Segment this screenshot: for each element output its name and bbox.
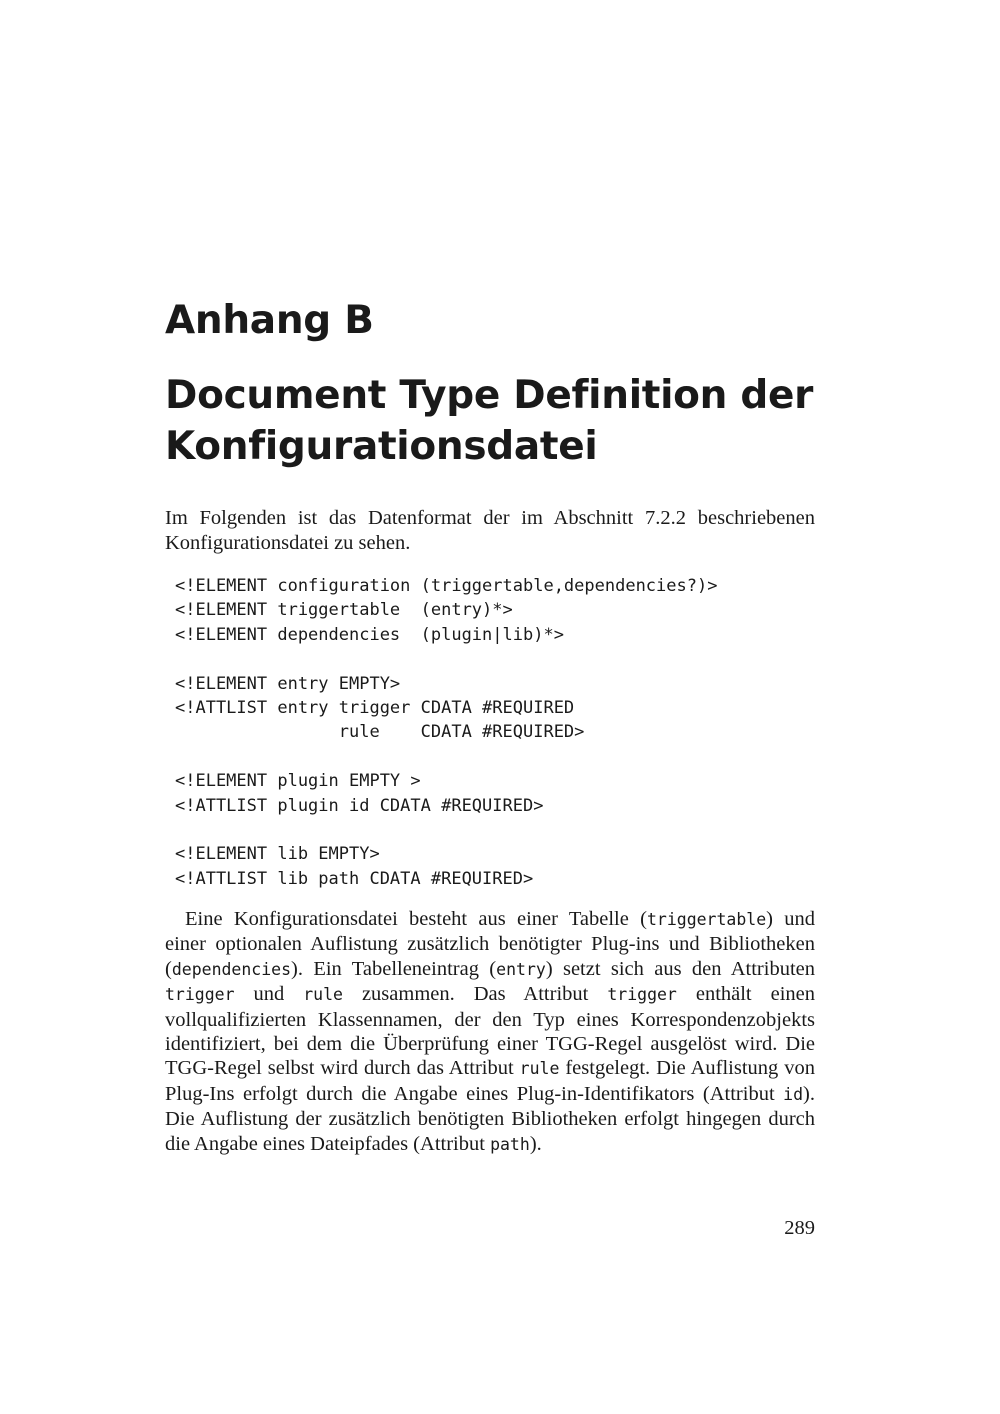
chapter-title-line: Konfigurationsdatei <box>165 424 598 469</box>
body-paragraph <box>165 907 815 1157</box>
dtd-line: <!ATTLIST entry trigger CDATA #REQUIRED <box>175 698 575 719</box>
code-term: trigger <box>165 985 235 1005</box>
dtd-line: <!ELEMENT entry EMPTY> <box>175 673 401 694</box>
body-text: ) setzt sich aus den Attributen <box>545 957 815 980</box>
chapter-title <box>165 370 815 472</box>
body-text: ) und einer optionalen Auflistung zusätzlich benötigter Plug-ins und Bibliotheken ( <box>165 908 816 980</box>
dtd-line: <!ELEMENT plugin EMPTY > <box>175 771 421 792</box>
dtd-line: <!ELEMENT configuration (triggertable,dependencies?)> <box>175 576 718 596</box>
code-term: rule <box>519 1059 560 1079</box>
body-text: und <box>234 983 304 1006</box>
page-number: 289 <box>784 1217 815 1239</box>
body-text: Eine Konfigurationsdatei besteht aus einer Tabelle ( <box>185 908 647 930</box>
dtd-line: rule CDATA #REQUIRED> <box>175 722 585 743</box>
body-text: ). <box>529 1132 542 1155</box>
dtd-line: <!ELEMENT dependencies (plugin|lib)*> <box>175 624 564 645</box>
body-text: festgelegt. Die Auflistung von Plug-Ins erfolgt durch die Angabe eines Plug-in-Identifikators (Attribut <box>165 1057 815 1105</box>
page <box>165 0 815 1414</box>
code-term: path <box>490 1134 530 1154</box>
body-text: enthält einen vollqualifizierten Klassennamen, der den Typ eines Korrespondenzobjekts identifiziert, bei dem die Überprüfung einer TGG-Regel ausgelöst wird. Die TGG-Regel selbst wird durch das Attribut <box>165 983 815 1080</box>
body-text: ). Ein Tabelleneintrag ( <box>291 957 497 980</box>
chapter-label: Anhang B <box>165 298 374 343</box>
code-term: triggertable <box>646 910 767 929</box>
intro-paragraph: Im Folgenden ist das Datenformat der im Abschnitt 7.2.2 beschriebenen Konfigurationsdatei zu sehen. <box>165 507 815 554</box>
body-text: ). Die Auflistung der zusätzlich benötigten Bibliotheken erfolgt hingegen durch die Angabe eines Dateipfades (Attribut <box>165 1082 815 1155</box>
code-term: rule <box>303 985 343 1005</box>
code-term: trigger <box>607 985 677 1005</box>
code-term: dependencies <box>171 959 292 979</box>
code-term: entry <box>496 959 546 979</box>
dtd-line: <!ELEMENT lib EMPTY> <box>175 844 380 865</box>
dtd-line: <!ELEMENT triggertable (entry)*> <box>175 600 513 621</box>
code-term: id <box>783 1084 804 1104</box>
dtd-line: <!ATTLIST lib path CDATA #REQUIRED> <box>175 868 534 889</box>
body-text: zusammen. Das Attribut <box>342 983 608 1006</box>
chapter-title-line: Document Type Definition der <box>165 373 814 418</box>
dtd-line: <!ATTLIST plugin id CDATA #REQUIRED> <box>175 795 544 816</box>
dtd-code-listing <box>175 574 717 891</box>
